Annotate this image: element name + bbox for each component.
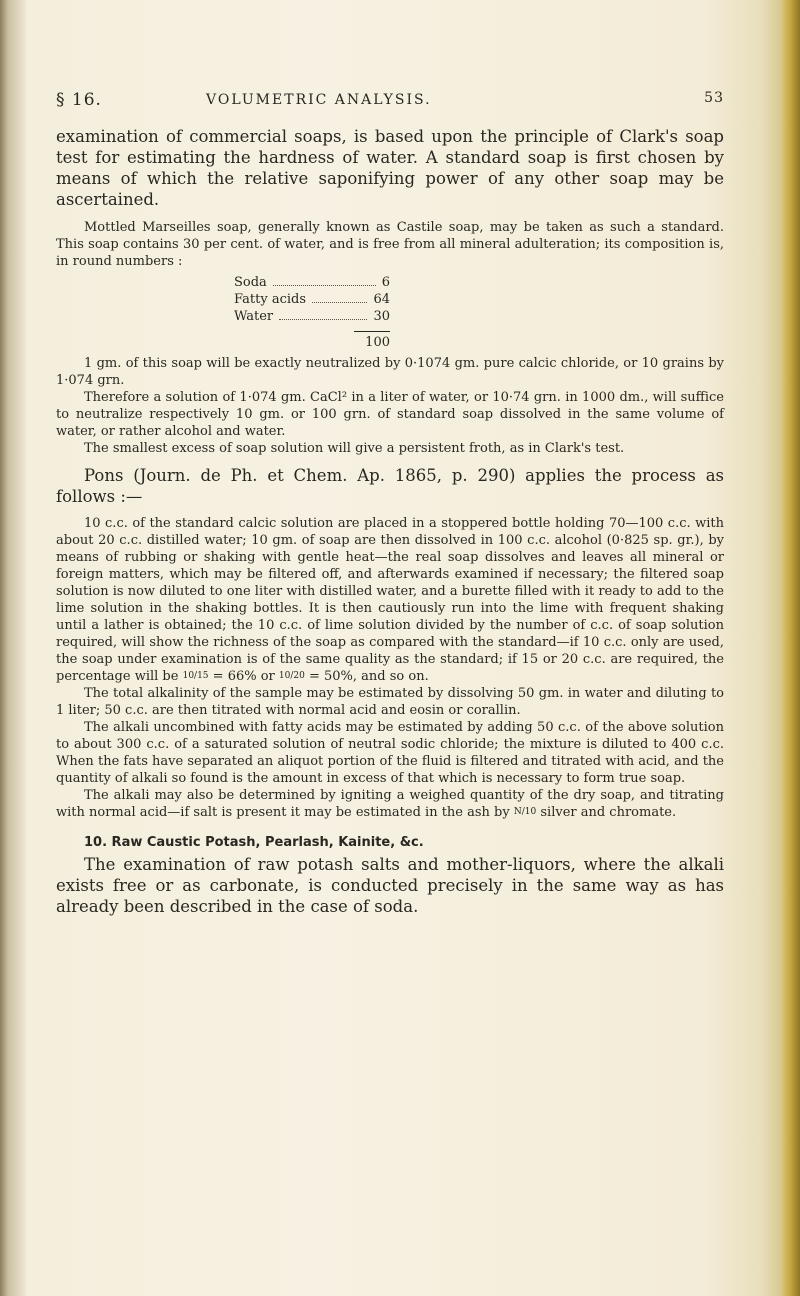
fraction-tenth-normal: N/10 — [513, 807, 537, 817]
procedure-text-end: = 50%, and so on. — [308, 669, 429, 684]
page-number: 53 — [704, 90, 724, 106]
running-header — [56, 90, 724, 114]
section-heading: 10. Raw Caustic Potash, Pearlash, Kainite, &c. — [84, 835, 424, 850]
composition-value: 30 — [373, 309, 390, 324]
leader-dots — [273, 274, 376, 286]
running-title: VOLUMETRIC ANALYSIS. — [206, 92, 432, 108]
intro-paragraph: examination of commercial soaps, is based upon the principle of Clark's soap test for estimating the hardness of water. A standard soap is first chosen by means of which the relative saponifying power of any other soap may be ascertained. — [56, 127, 724, 209]
procedure-paragraph — [56, 515, 724, 685]
uncombined-alkali-paragraph: The alkali uncombined with fatty acids may be estimated by adding 50 c.c. of the above solution to about 300 c.c. of a saturated solution of neutral sodic chloride; the mixture is diluted to 400 c.c. When the fats have separated an aliquot portion of the fluid is filtered and titrated with acid, and the quantity of alkali so found is the amount in excess of that which is necessary to form true soap. — [56, 720, 724, 786]
fraction-ten-fifteenths: 10/15 — [182, 671, 209, 681]
composition-row — [234, 291, 390, 308]
neutralization-paragraph: 1 gm. of this soap will be exactly neutralized by 0·1074 gm. pure calcic chloride, or 10 grains by 1·074 grn. — [56, 356, 724, 388]
composition-value: 6 — [381, 275, 390, 290]
igniting-text-end: silver and chromate. — [540, 805, 677, 820]
marseilles-paragraph: Mottled Marseilles soap, generally known as Castile soap, may be taken as such a standard. This soap contains 30 per cent. of water, and is free from all mineral adulteration; its composition is, in round numbers : — [56, 220, 724, 269]
composition-total: 100 — [365, 335, 390, 350]
fraction-ten-twentieths: 10/20 — [278, 671, 305, 681]
igniting-paragraph — [56, 787, 724, 821]
potash-paragraph: The examination of raw potash salts and mother-liquors, where the alkali exists free or as carbonate, is conducted precisely in the same way as has already been described in the case of soda. — [56, 855, 724, 916]
igniting-text: The alkali may also be determined by igniting a weighed quantity of the dry soap, and titrating with normal acid—if salt is present it may be estimated in the ash by — [56, 788, 724, 820]
sum-rule — [354, 331, 390, 332]
composition-row — [234, 274, 390, 291]
composition-name: Soda — [234, 275, 267, 290]
procedure-text: 10 c.c. of the standard calcic solution are placed in a stoppered bottle holding 70—100 c.c. with about 20 c.c. distilled water; 10 gm. of soap are then dissolved in 100 c.c. alcohol (0·825 sp. gr.), by means of rubbing or shaking with gentle heat—the real soap dissolves and leaves all mineral or foreign matters, which may be filtered off, and afterwards examined if necessary; the filtered soap solution is now diluted to one liter with distilled water, and a burette filled with it ready to add to the lime solution in the shaking bottles. It is then cautiously run into the lime with frequent shaking until a lather is obtained; the 10 c.c. of lime solution divided by the number of c.c. of soap solution required, will show the richness of the soap as compared with the standard—if 10 c.c. only are used, the soap under examination is of the same quality as the standard; if 15 or 20 c.c. are required, the percentage will be — [56, 516, 724, 684]
procedure-text-mid: = 66% or — [212, 669, 275, 684]
composition-value: 64 — [373, 292, 390, 307]
composition-name: Fatty acids — [234, 292, 306, 307]
alkalinity-paragraph: The total alkalinity of the sample may be estimated by dissolving 50 gm. in water and diluting to 1 liter; 50 c.c. are then titrated with normal acid and eosin or corallin. — [56, 686, 724, 718]
composition-table — [234, 274, 390, 351]
page-body — [56, 126, 724, 917]
leader-dots — [312, 291, 367, 303]
leader-dots — [279, 308, 367, 320]
composition-row — [234, 308, 390, 325]
page-edge — [782, 0, 800, 1296]
composition-name: Water — [234, 309, 274, 324]
froth-paragraph: The smallest excess of soap solution will give a persistent froth, as in Clark's test. — [84, 441, 625, 456]
pons-paragraph: Pons (Journ. de Ph. et Chem. Ap. 1865, p. 290) applies the process as follows :— — [56, 466, 724, 506]
page-gutter — [0, 0, 26, 1296]
solution-paragraph: Therefore a solution of 1·074 gm. CaCl² in a liter of water, or 10·74 grn. in 1000 dm., will suffice to neutralize respectively 10 gm. or 100 grn. of standard soap dissolved in the same volume of water, or rather alcohol and water. — [56, 390, 724, 439]
section-number: § 16. — [56, 90, 102, 110]
